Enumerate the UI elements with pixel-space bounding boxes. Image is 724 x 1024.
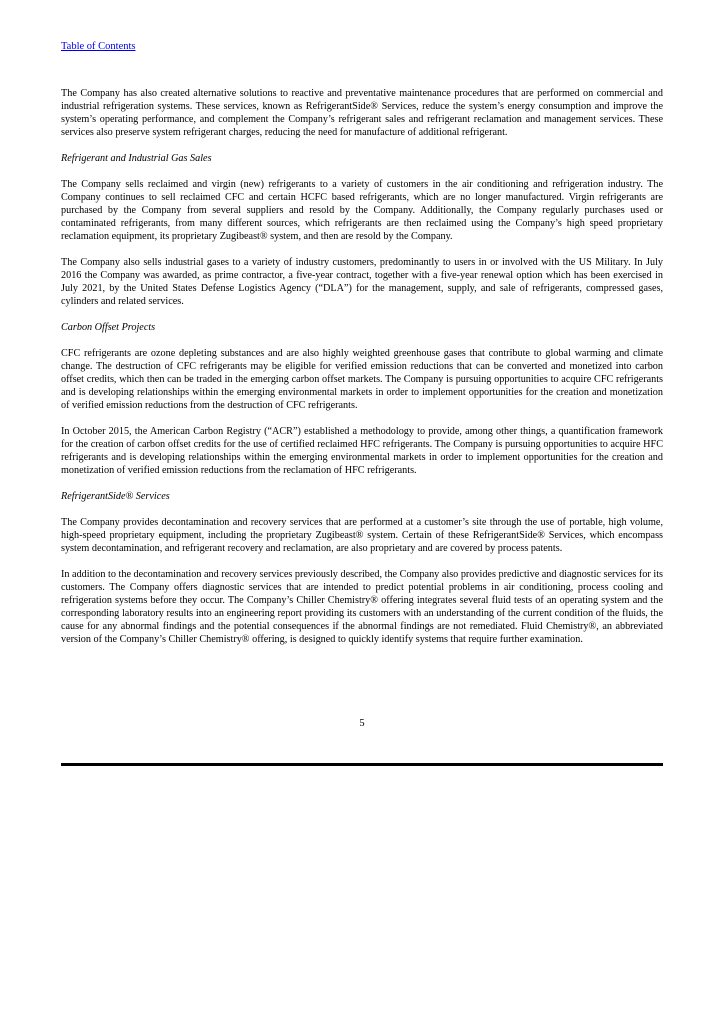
- refrigerant-sales-paragraph: The Company sells reclaimed and virgin (new) refrigerants to a variety of customers in the air conditioning and refrigeration industry. The Company continues to sell reclaimed CFC and certain HCFC based refrigerants, which are no longer manufactured. Virgin refrigerants are purchased by the Company from several suppliers and resold by the Company. Additionally, the Company regularly purchases used or contaminated refrigerants, from many different sources, which refrigerants are then reclaimed using the Company’s high speed proprietary reclamation equipment, its proprietary Zugibeast® system, and then are resold by the Company.: [61, 179, 663, 242]
- document-body: [61, 87, 663, 646]
- table-of-contents-link[interactable]: Table of Contents: [61, 41, 136, 52]
- page-divider: [61, 763, 663, 766]
- decontamination-paragraph: The Company provides decontamination and recovery services that are performed at a customer’s site through the use of portable, high volume, high-speed proprietary equipment, including the proprietary Zugibeast® system. Certain of these RefrigerantSide® Services, which encompass system decontamination, and refrigerant recovery and reclamation, are also proprietary and are covered by process patents.: [61, 517, 663, 554]
- cfc-offset-paragraph: CFC refrigerants are ozone depleting substances and are also highly weighted greenhouse gases that contribute to global warming and climate change. The destruction of CFC refrigerants may be eligible for verified emission reductions that can be converted and monetized into carbon offset credits, which then can be traded in the emerging carbon offset markets. The Company is pursuing opportunities to acquire CFC refrigerants and is developing relationships within the emerging environmental markets in order to implement opportunities for the creation and monetization of verified emission reductions from the destruction of CFC refrigerants.: [61, 348, 663, 411]
- intro-paragraph: The Company has also created alternative solutions to reactive and preventative maintenance procedures that are performed on commercial and industrial refrigeration systems. These services, known as RefrigerantSide® Services, reduce the system’s energy consumption and improve the system’s operating performance, and complement the Company’s refrigerant sales and refrigerant reclamation and management services. These services also preserve system refrigerant charges, reducing the need for manufacture of additional refrigerant.: [61, 88, 663, 138]
- acr-methodology-paragraph: In October 2015, the American Carbon Registry (“ACR”) established a methodology to provide, among other things, a quantification framework for the creation of carbon offset credits for the use of certified reclaimed HFC refrigerants. The Company is pursuing opportunities to acquire HFC refrigerants and is developing relationships within the emerging environmental markets in order to implement opportunities for the creation and monetization of verified emission reductions from the reclamation of HFC refrigerants.: [61, 426, 663, 476]
- diagnostic-services-paragraph: In addition to the decontamination and recovery services previously described, the Company also provides predictive and diagnostic services for its customers. The Company offers diagnostic services that are intended to predict potential problems in air conditioning, process cooling and refrigeration systems before they occur. The Company’s Chiller Chemistry® offering integrates several fluid tests of an operating system and the corresponding laboratory results into an engineering report providing its customers with an understanding of the current condition of the fluids, the cause for any abnormal findings and the potential consequences if the abnormal findings are not remediated. Fluid Chemistry®, an abbreviated version of the Company’s Chiller Chemistry® offering, is designed to quickly identify systems that require further examination.: [61, 569, 663, 645]
- section-heading-refrigerant-sales: Refrigerant and Industrial Gas Sales: [61, 153, 212, 164]
- section-heading-refrigerantside: RefrigerantSide® Services: [61, 491, 170, 502]
- section-heading-carbon-offset: Carbon Offset Projects: [61, 322, 156, 333]
- industrial-gas-paragraph: The Company also sells industrial gases to a variety of industry customers, predominantly to users in or involved with the US Military. In July 2016 the Company was awarded, as prime contractor, a five-year contract, together with a five-year renewal option which has been exercised in July 2021, by the United States Defense Logistics Agency (“DLA”) for the management, supply, and sale of refrigerants, compressed gases, cylinders and related services.: [61, 257, 663, 307]
- page-number: 5: [359, 718, 365, 729]
